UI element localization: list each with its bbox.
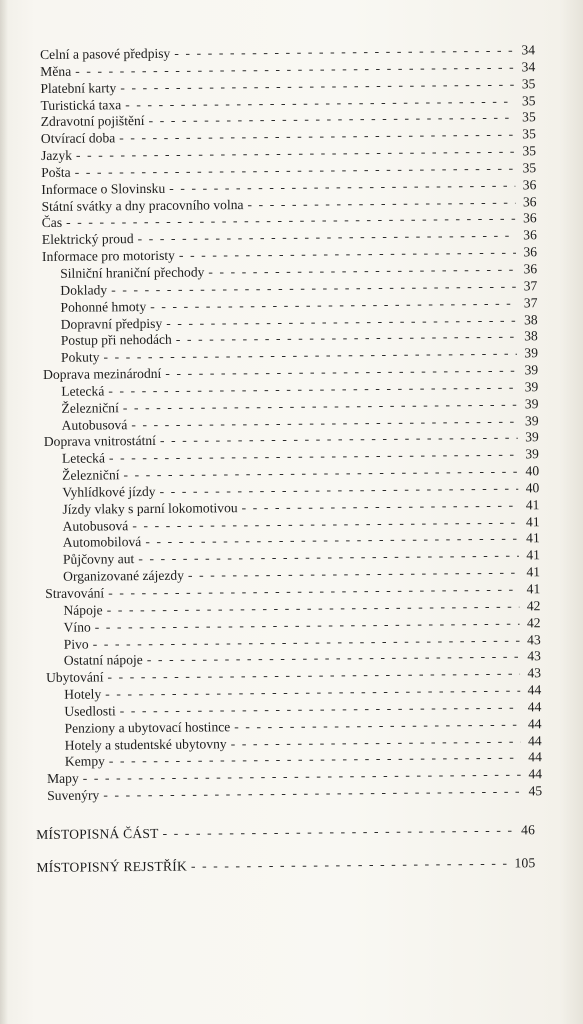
table-of-contents <box>40 42 542 805</box>
toc-entry <box>47 783 542 805</box>
toc-entry-label: Organizované zájezdy <box>63 567 185 584</box>
toc-entry-page: 44 <box>528 749 542 765</box>
toc-entry-page: 42 <box>526 614 541 631</box>
toc-entry-page: 43 <box>527 648 541 664</box>
toc-entry-page: 36 <box>522 176 537 193</box>
toc-entry-label: Vyhlídkové jízdy <box>62 483 156 500</box>
toc-entry-page: 38 <box>524 328 538 344</box>
main-sections <box>36 813 536 884</box>
toc-entry-page: 41 <box>526 530 540 546</box>
toc-entry-label: Železniční <box>61 399 119 416</box>
toc-entry-label: Mapy <box>46 770 79 787</box>
toc-entry-page: 35 <box>521 75 536 92</box>
toc-entry-page: 40 <box>525 480 540 496</box>
toc-entry-label: Postup při nehodách <box>60 332 172 349</box>
toc-entry-label: Autobusová <box>61 416 128 433</box>
toc-entry-page: 44 <box>527 682 542 698</box>
toc-entry-label: Pohonné hmoty <box>60 298 147 315</box>
toc-entry-page: 44 <box>527 699 542 715</box>
toc-entry-page: 44 <box>527 715 542 732</box>
toc-entry-page: 43 <box>527 631 541 647</box>
toc-entry-page: 39 <box>525 429 539 445</box>
toc-section-label: MÍSTOPISNÁ ČÁST <box>36 825 159 842</box>
toc-entry-page: 37 <box>523 294 538 311</box>
toc-entry-label: Dopravní předpisy <box>60 315 163 332</box>
toc-entry-page: 39 <box>524 345 539 361</box>
toc-entry-label: Zdravotní pojištění <box>40 113 145 130</box>
toc-entry-label: Pivo <box>63 636 89 652</box>
toc-entry-label: Víno <box>63 619 91 635</box>
toc-entry-label: Měna <box>40 63 72 79</box>
toc-entry-label: Elektrický proud <box>41 231 134 248</box>
toc-entry-page: 41 <box>525 513 540 529</box>
toc-entry-page: 35 <box>522 160 537 176</box>
toc-entry-label: Celní a pasové předpisy <box>40 45 171 62</box>
toc-entry-page: 41 <box>526 547 540 563</box>
toc-entry-label: Státní svátky a dny pracovního volna <box>41 196 244 214</box>
toc-entry-page: 44 <box>528 732 542 748</box>
toc-entry-page: 35 <box>522 126 536 142</box>
toc-section-label: MÍSTOPISNÝ REJSTŘÍK <box>36 858 188 875</box>
toc-entry-label: Usedlosti <box>64 703 116 719</box>
toc-entry-page: 39 <box>524 362 539 378</box>
toc-entry-label: Hotely <box>64 686 102 702</box>
toc-entry-label: Ubytování <box>45 669 104 686</box>
toc-entry-label: Autobusová <box>62 517 129 534</box>
toc-entry-label: Doprava mezinárodní <box>43 365 162 383</box>
toc-entry-label: Informace o Slovinsku <box>41 180 166 197</box>
toc-entry-label: Nápoje <box>63 602 103 618</box>
toc-entry-label: Jízdy vlaky s parní lokomotivou <box>62 499 238 517</box>
toc-entry-label: Letecká <box>61 383 105 399</box>
toc-section-page: 105 <box>514 855 536 871</box>
toc-entry-page: 39 <box>524 412 539 428</box>
toc-entry-label: Kempy <box>64 753 105 770</box>
toc-entry-page: 39 <box>524 379 539 395</box>
toc-entry-page: 35 <box>521 92 536 108</box>
toc-entry-label: Letecká <box>61 450 106 467</box>
toc-entry-label: Suvenýry <box>47 787 100 804</box>
toc-entry-page: 38 <box>523 311 538 327</box>
toc-entry-page: 36 <box>523 227 537 243</box>
toc-entry-label: Stravování <box>45 585 105 601</box>
toc-entry-label: Čas <box>41 215 63 231</box>
leader-dots <box>162 813 514 849</box>
toc-entry-label: Pošta <box>41 164 71 180</box>
page-edge-shadow <box>0 0 8 1024</box>
toc-entry-page: 43 <box>527 665 542 681</box>
toc-entry-page: 39 <box>525 446 540 462</box>
toc-entry-label: Hotely a studentské ubytovny <box>64 735 227 753</box>
toc-entry-label: Otvírací doba <box>40 130 116 147</box>
toc-entry-page: 36 <box>523 244 538 260</box>
toc-entry-label: Penziony a ubytovací hostince <box>64 718 231 736</box>
toc-entry-label: Železniční <box>62 467 120 483</box>
toc-entry-label: Ostatní nápoje <box>63 652 143 669</box>
toc-entry-page: 41 <box>526 564 541 580</box>
toc-entry-label: Půjčovny aut <box>62 551 135 568</box>
toc-entry-page: 34 <box>521 59 536 75</box>
toc-entry-page: 41 <box>525 497 540 513</box>
toc-entry-page: 34 <box>521 42 536 58</box>
toc-entry-label: Automobilová <box>62 534 142 551</box>
toc-entry-page: 36 <box>523 210 537 226</box>
toc-entry-page: 39 <box>524 395 539 412</box>
toc-entry-page: 44 <box>528 766 543 782</box>
toc-entry-label: Platební karty <box>40 79 117 96</box>
toc-section <box>36 813 535 851</box>
toc-entry-label: Informace pro motoristy <box>41 247 175 265</box>
toc-section-page: 46 <box>521 822 536 838</box>
toc-entry-label: Turistická taxa <box>40 96 122 113</box>
toc-entry-label: Doprava vnitrostátní <box>43 433 156 450</box>
toc-entry-page: 41 <box>526 581 541 597</box>
toc-entry-page: 42 <box>526 598 541 614</box>
leader-dots <box>191 846 512 882</box>
toc-entry-page: 36 <box>523 261 538 277</box>
toc-entry-page: 35 <box>522 143 537 159</box>
toc-entry-label: Silniční hraniční přechody <box>60 264 205 281</box>
toc-entry-label: Jazyk <box>40 147 73 164</box>
toc-entry-page: 40 <box>525 463 540 479</box>
toc-entry-label: Pokuty <box>60 349 100 366</box>
toc-entry-page: 36 <box>522 193 537 209</box>
toc-entry-page: 37 <box>523 278 538 294</box>
toc-section <box>36 846 535 884</box>
toc-entry-label: Doklady <box>60 282 108 298</box>
toc-entry-page: 35 <box>522 109 536 125</box>
toc-entry-page: 45 <box>528 783 543 799</box>
leader-dots <box>103 784 521 805</box>
